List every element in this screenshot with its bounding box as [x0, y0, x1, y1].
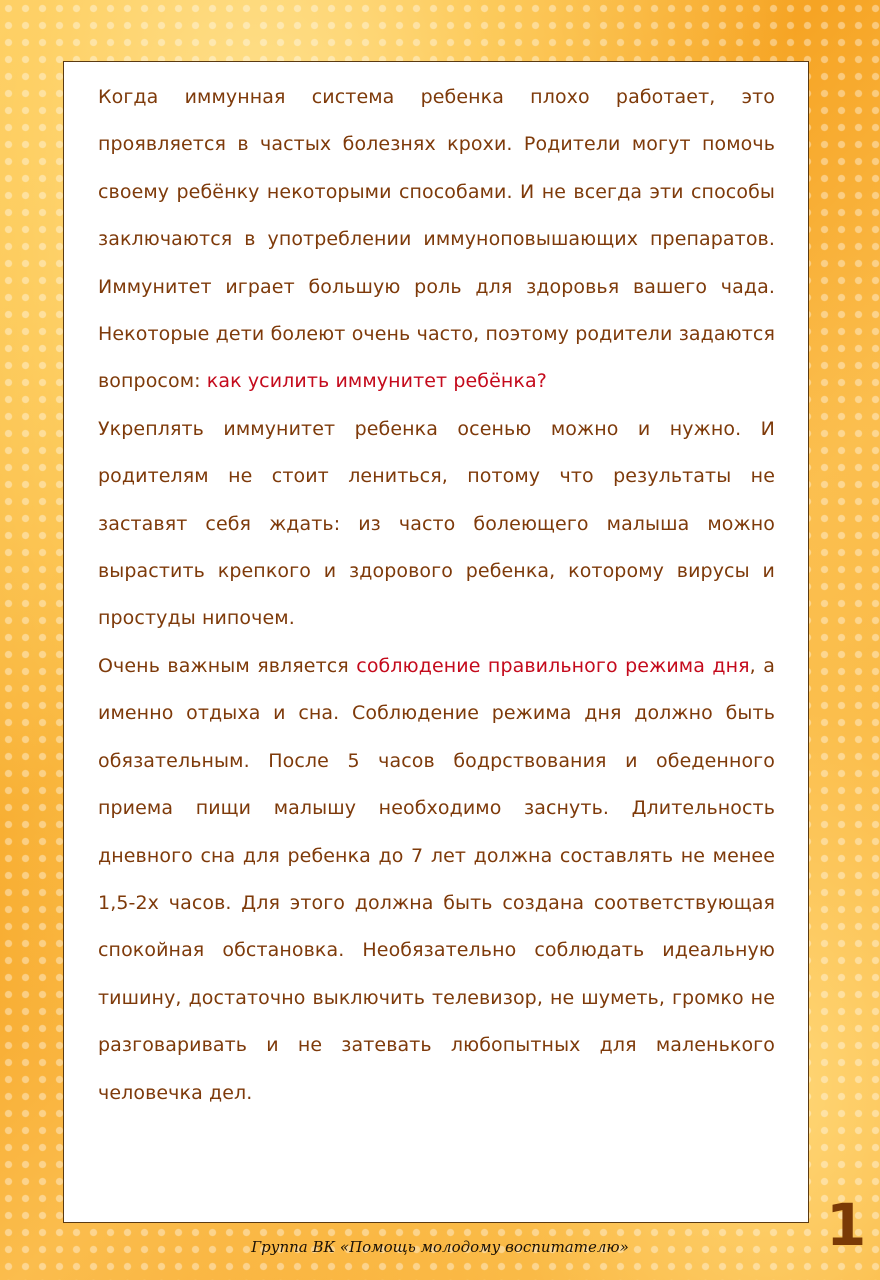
highlight-question: как усилить иммунитет ребёнка?: [206, 370, 547, 393]
paragraph-text: Укреплять иммунитет ребенка осенью можно и нужно. И родителям не стоит лениться, потому что результаты не заставят себя ждать: из часто болеющего малыша можно вырастить крепкого и здорового ребенка, которому вирусы и простуды нипочем.: [98, 417, 775, 630]
highlight-routine: соблюдение правильного режима дня: [356, 654, 750, 677]
footer-caption: Группа ВК «Помощь молодому воспитателю»: [251, 1238, 629, 1256]
article-body: [98, 74, 775, 1117]
page-number: 1: [826, 1191, 867, 1259]
article-card: [63, 61, 809, 1223]
paragraph-immunity-intro: [98, 74, 775, 406]
paragraph-text: Когда иммунная система ребенка плохо работает, это проявляется в частых болезнях крохи. Родители могут помочь своему ребёнку некоторыми способами. И не всегда эти способы заключаются в употреблении иммуноповышающих препаратов. Иммунитет играет большую роль для здоровья вашего чада. Некоторые дети болеют очень часто, поэтому родители задаются вопросом:: [98, 86, 775, 393]
paragraph-text: , а именно отдыха и сна. Соблюдение режима дня должно быть обязательным. После 5 часов бодрствования и обеденного приема пищи малышу необходимо заснуть. Длительность дневного сна для ребенка до 7 лет должна составлять не менее 1,5-2х часов. Для этого должна быть создана соответствующая спокойная обстановка. Необязательно соблюдать идеальную тишину, достаточно выключить телевизор, не шуметь, громко не разговаривать и не затевать любопытных для маленького человечка дел.: [98, 654, 775, 1104]
paragraph-text: Очень важным является: [98, 654, 357, 677]
paragraph-autumn: [98, 406, 775, 643]
paragraph-daily-routine: [98, 643, 775, 1117]
